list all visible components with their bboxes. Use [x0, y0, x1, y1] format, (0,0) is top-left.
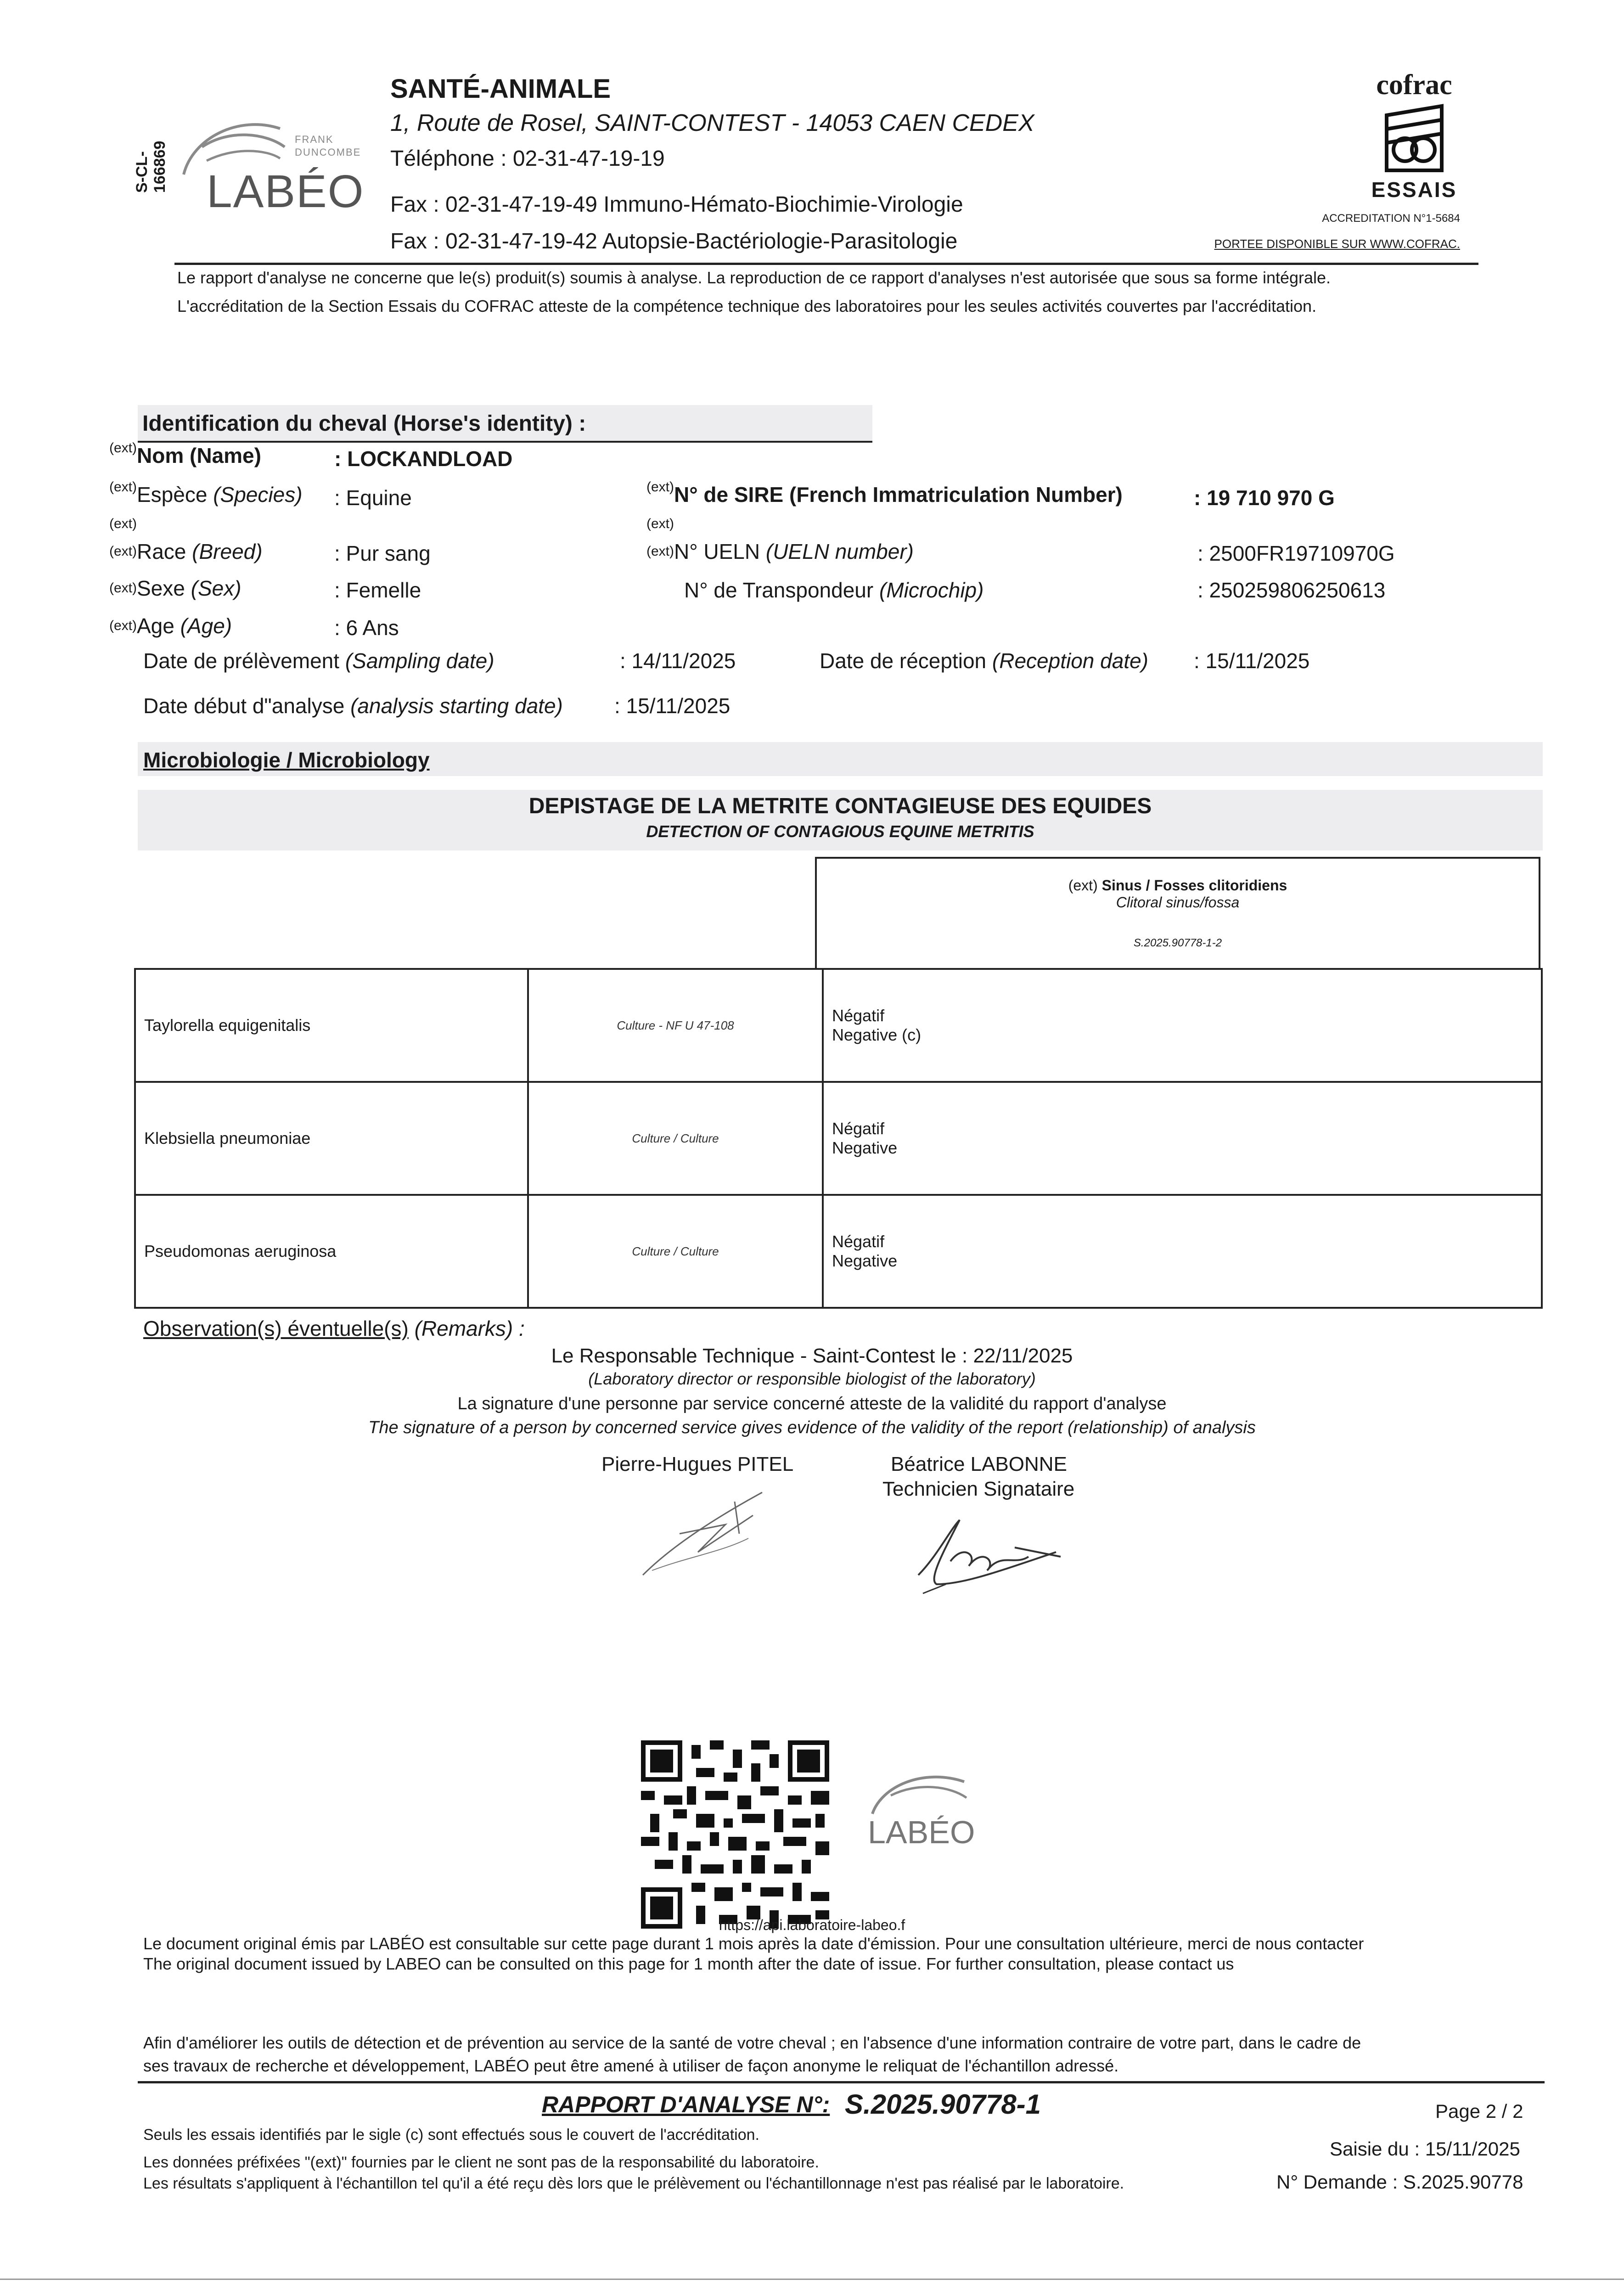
- remarks-title: Observation(s) éventuelle(s) (Remarks) :: [143, 1317, 525, 1340]
- ext-marker: (ext): [646, 516, 674, 531]
- address: 1, Route de Rosel, SAINT-CONTEST - 14053 CAEN CEDEX: [390, 110, 1034, 136]
- page-bottom-edge: [0, 2279, 1624, 2280]
- sample-id: S.2025.90778-1-2: [1133, 937, 1222, 949]
- ueln-value: : 2500FR19710970G: [1197, 541, 1395, 565]
- result-cell: Négatif Negative: [823, 1082, 1542, 1195]
- validity-en: The signature of a person by concerned service gives evidence of the validity of the report (relationship) of analysis: [368, 1418, 1256, 1437]
- consult-en: The original document issued by LABEO can be consulted on this page for 1 month after the date of issue. For further consultation, please contact us: [143, 1954, 1234, 1973]
- note-2: Les données préfixées "(ext)" fournies par le client ne sont pas de la responsabilité du laboratoire.: [143, 2154, 819, 2171]
- cofrac-emblem-icon: [1377, 101, 1451, 175]
- responsible-line-en: (Laboratory director or responsible biologist of the laboratory): [588, 1369, 1036, 1388]
- sex-row: $^{(ext)}$Sexe (Sex): [109, 576, 242, 600]
- method-cell: Culture / Culture: [528, 1082, 823, 1195]
- reception-date-label: Date de réception (Reception date): [820, 649, 1149, 673]
- page-number: Page 2 / 2: [1435, 2100, 1523, 2122]
- breed-value: : Pur sang: [334, 541, 431, 565]
- result-cell: Négatif Negative: [823, 1195, 1542, 1308]
- test-title: DEPISTAGE DE LA METRITE CONTAGIEUSE DES EQUIDES: [528, 794, 1152, 818]
- name-value: : LOCKANDLOAD: [334, 447, 513, 471]
- footer-divider: [138, 2081, 1545, 2083]
- notice-1: Le rapport d'analyse ne concerne que le(s) produit(s) soumis à analyse. La reproduction de ce rapport d'analyses n'est autorisée que sous sa forme intégrale.: [177, 268, 1331, 287]
- table-row: [135, 1195, 1542, 1308]
- table-row: [135, 1082, 1542, 1195]
- sampling-date-value: : 14/11/2025: [620, 649, 736, 673]
- species-row: $^{(ext)}$Espèce (Species): [109, 479, 303, 506]
- signature-2-icon: [909, 1502, 1065, 1603]
- age-row: $^{(ext)}$Age (Age): [109, 614, 232, 638]
- phone: Téléphone : 02-31-47-19-19: [390, 146, 665, 171]
- fax-2: Fax : 02-31-47-19-42 Autopsie-Bactériologie-Parasitologie: [390, 229, 958, 253]
- method-cell: Culture / Culture: [528, 1195, 823, 1308]
- note-1: Seuls les essais identifiés par le sigle (c) sont effectués sous le couvert de l'accréditation.: [143, 2126, 759, 2144]
- saisie-date: Saisie du : 15/11/2025: [1330, 2138, 1520, 2160]
- sire-row: $^{(ext)}$N° de SIRE (French Immatriculation Number): [646, 479, 1123, 506]
- age-value: : 6 Ans: [334, 616, 399, 640]
- test-title-en: DETECTION OF CONTAGIOUS EQUINE METRITIS: [646, 822, 1034, 841]
- demande-number: N° Demande : S.2025.90778: [1276, 2171, 1523, 2193]
- reception-date-value: : 15/11/2025: [1194, 649, 1310, 673]
- breed-row: $^{(ext)}$Race (Breed): [109, 540, 263, 563]
- research-1: Afin d'améliorer les outils de détection et de prévention au service de la santé de votre cheval ; en l'absence d'une information contraire de votre part, dans le cadre de: [143, 2033, 1361, 2052]
- report-number: S.2025.90778-1: [845, 2089, 1041, 2120]
- responsible-line: Le Responsable Technique - Saint-Contest le : 22/11/2025: [551, 1345, 1073, 1367]
- fax-1: Fax : 02-31-47-19-49 Immuno-Hémato-Biochimie-Virologie: [390, 192, 963, 217]
- labeo-footer-swoosh-icon: [863, 1763, 973, 1818]
- validity-fr: La signature d'une personne par service concerné atteste de la validité du rapport d'analyse: [457, 1394, 1167, 1413]
- logo-text: LABÉO: [207, 166, 365, 217]
- organism-cell: Klebsiella pneumoniae: [135, 1082, 528, 1195]
- identity-title: Identification du cheval (Horse's identity) :: [142, 411, 586, 436]
- sample-header: Sinus / Fosses clitoridiens: [1101, 877, 1287, 894]
- labeo-footer-logo: LABÉO: [863, 1763, 1019, 1883]
- labeo-logo: FRANK DUNCOMBE LABÉO: [174, 106, 386, 230]
- transponder-row: N° de Transpondeur (Microchip): [684, 578, 984, 602]
- org-name: SANTÉ-ANIMALE: [390, 74, 611, 104]
- signature-1-icon: [634, 1483, 771, 1584]
- consult-fr: Le document original émis par LABÉO est consultable sur cette page durant 1 mois après la date d'émission. Pour une consultation ultérieure, merci de nous contacter: [143, 1934, 1364, 1953]
- accreditation: ACCREDITATION N°1-5684: [1322, 212, 1460, 225]
- signer-1: Pierre-Hugues PITEL: [601, 1453, 794, 1475]
- organism-cell: Pseudomonas aeruginosa: [135, 1195, 528, 1308]
- qr-code-icon[interactable]: [641, 1740, 829, 1929]
- signer-2: Béatrice LABONNE: [891, 1453, 1067, 1475]
- transponder-value: : 250259806250613: [1197, 578, 1386, 602]
- result-cell: Négatif Negative (c): [823, 969, 1542, 1082]
- note-3: Les résultats s'appliquent à l'échantillon tel qu'il a été reçu dès lors que le prélèvement ou l'échantillonnage n'est pas réalisé par le laboratoire.: [143, 2175, 1124, 2192]
- identity-title-underline: [138, 441, 872, 443]
- report-label: RAPPORT D'ANALYSE N°:: [542, 2092, 830, 2117]
- micro-section-title: Microbiologie / Microbiology: [143, 748, 430, 772]
- signer-2-role: Technicien Signataire: [882, 1478, 1075, 1500]
- results-table: [134, 968, 1543, 1309]
- table-row: [135, 969, 1542, 1082]
- sample-header-box: (ext) Sinus / Fosses clitoridiens Clitoral sinus/fossa S.2025.90778-1-2: [815, 857, 1540, 968]
- header-divider: [174, 263, 1478, 265]
- method-cell: Culture - NF U 47-108: [528, 969, 823, 1082]
- cofrac-logo: cofrac ESSAIS: [1371, 69, 1457, 202]
- footer-url[interactable]: https://api.laboratoire-labeo.f: [719, 1917, 905, 1933]
- document-code: S-CL-166869: [133, 141, 169, 193]
- sex-value: : Femelle: [334, 578, 421, 602]
- ext-marker: (ext): [109, 516, 137, 531]
- sample-header-en: Clitoral sinus/fossa: [1116, 894, 1240, 911]
- name-row: $^{(ext)}$Nom (Name): [109, 440, 261, 467]
- sampling-date-label: Date de prélèvement (Sampling date): [143, 649, 495, 673]
- start-date-label: Date début d"analyse (analysis starting date): [143, 694, 563, 718]
- species-value: : Equine: [334, 486, 412, 510]
- portee-link[interactable]: PORTEE DISPONIBLE SUR WWW.COFRAC.: [1214, 237, 1460, 251]
- ueln-row: $^{(ext)}$N° UELN (UELN number): [646, 540, 914, 563]
- start-date-value: : 15/11/2025: [614, 694, 731, 718]
- sire-value: : 19 710 970 G: [1194, 486, 1335, 510]
- organism-cell: Taylorella equigenitalis: [135, 969, 528, 1082]
- research-2: ses travaux de recherche et développement, LABÉO peut être amené à utiliser de façon anonyme le reliquat de l'échantillon adressé.: [143, 2056, 1119, 2075]
- notice-2: L'accréditation de la Section Essais du COFRAC atteste de la compétence technique des laboratoires pour les seules activités couvertes par l'accréditation.: [177, 297, 1317, 315]
